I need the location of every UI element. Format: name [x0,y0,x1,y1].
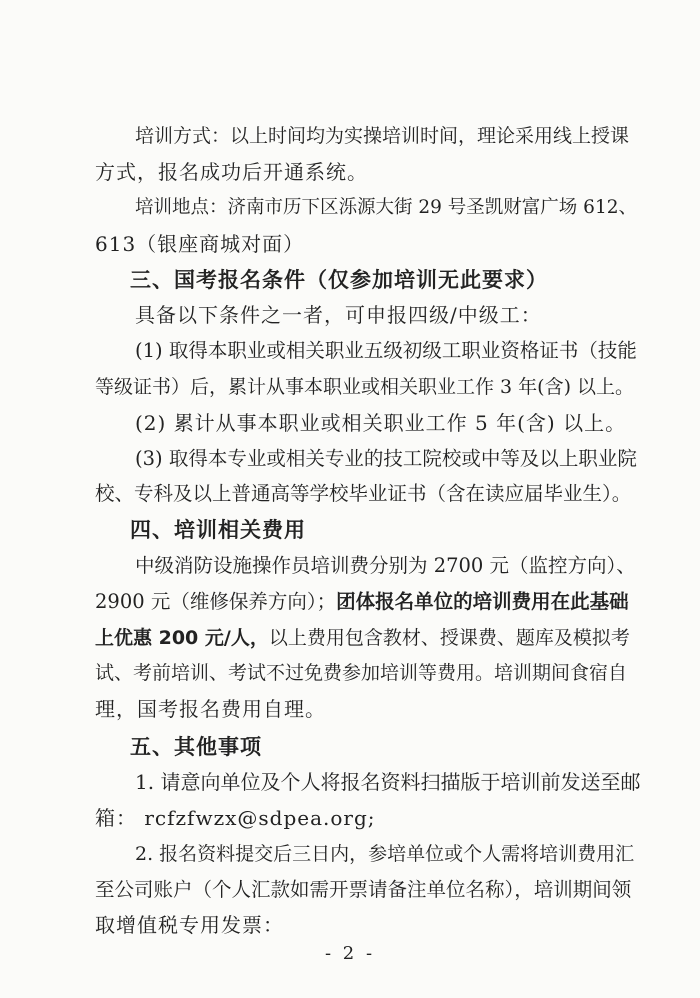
page-number: - 2 - [324,943,376,964]
conditions-intro: 具备以下条件之一者，可申报四级/中级工： [135,303,542,327]
fee-line-3 [95,624,630,652]
fee-line-5: 理，国考报名费用自理。 [95,697,326,721]
other-item-1-line-2: 箱： rcfzfwzx@sdpea.org; [95,806,376,830]
fee-line-2 [95,588,629,616]
other-item-2-line-3: 取增值税专用发票： [95,913,284,937]
fee-line-4: 试、考前培训、考试不过免费参加培训等费用。培训期间食宿自 [95,662,628,684]
fee-line-3-bold: 上优惠 200 元/人， [95,627,269,649]
fee-line-2-normal: 2900 元（维修保养方向）； [95,590,337,613]
fee-line-3-normal: 以上费用包含教材、授课费、题库及模拟考 [268,627,630,649]
training-location-line-1: 培训地点：济南市历下区泺源大街 29 号圣凯财富广场 612、 [135,197,637,218]
other-item-1-line-1: 1. 请意向单位及个人将报名资料扫描版于培训前发送至邮 [135,770,641,794]
section-3-heading: 三、国考报名条件（仅参加培训无此要求） [130,268,548,292]
fee-line-2-bold: 团体报名单位的培训费用在此基础 [336,590,629,613]
condition-1-line-1: (1) 取得本职业或相关职业五级初级工职业资格证书（技能 [135,339,637,362]
section-5-heading: 五、其他事项 [130,735,262,759]
training-method-line-2: 方式，报名成功后开通系统。 [95,160,368,184]
other-item-2-line-2: 至公司账户（个人汇款如需开票请备注单位名称），培训期间领 [95,878,632,901]
section-4-heading: 四、培训相关费用 [130,518,306,542]
training-location-line-2: 613（银座商城对面） [95,232,305,256]
condition-2: (2) 累计从事本职业或相关职业工作 5 年(含) 以上。 [135,411,627,435]
condition-3-line-1: (3) 取得本专业或相关专业的技工院校或中等及以上职业院 [135,447,637,470]
training-method-line-1: 培训方式：以上时间均为实操培训时间，理论采用线上授课 [135,125,630,147]
condition-1-line-2: 等级证书）后，累计从事本职业或相关职业工作 3 年(含) 以上。 [95,376,635,398]
condition-3-line-2: 校、专科及以上普通高等学校毕业证书（含在读应届毕业生）。 [95,482,632,505]
other-item-2-line-1: 2. 报名资料提交后三日内，参培单位或个人需将培训费用汇 [135,843,635,865]
fee-line-1: 中级消防设施操作员培训费分别为 2700 元（监控方向）、 [135,554,636,577]
